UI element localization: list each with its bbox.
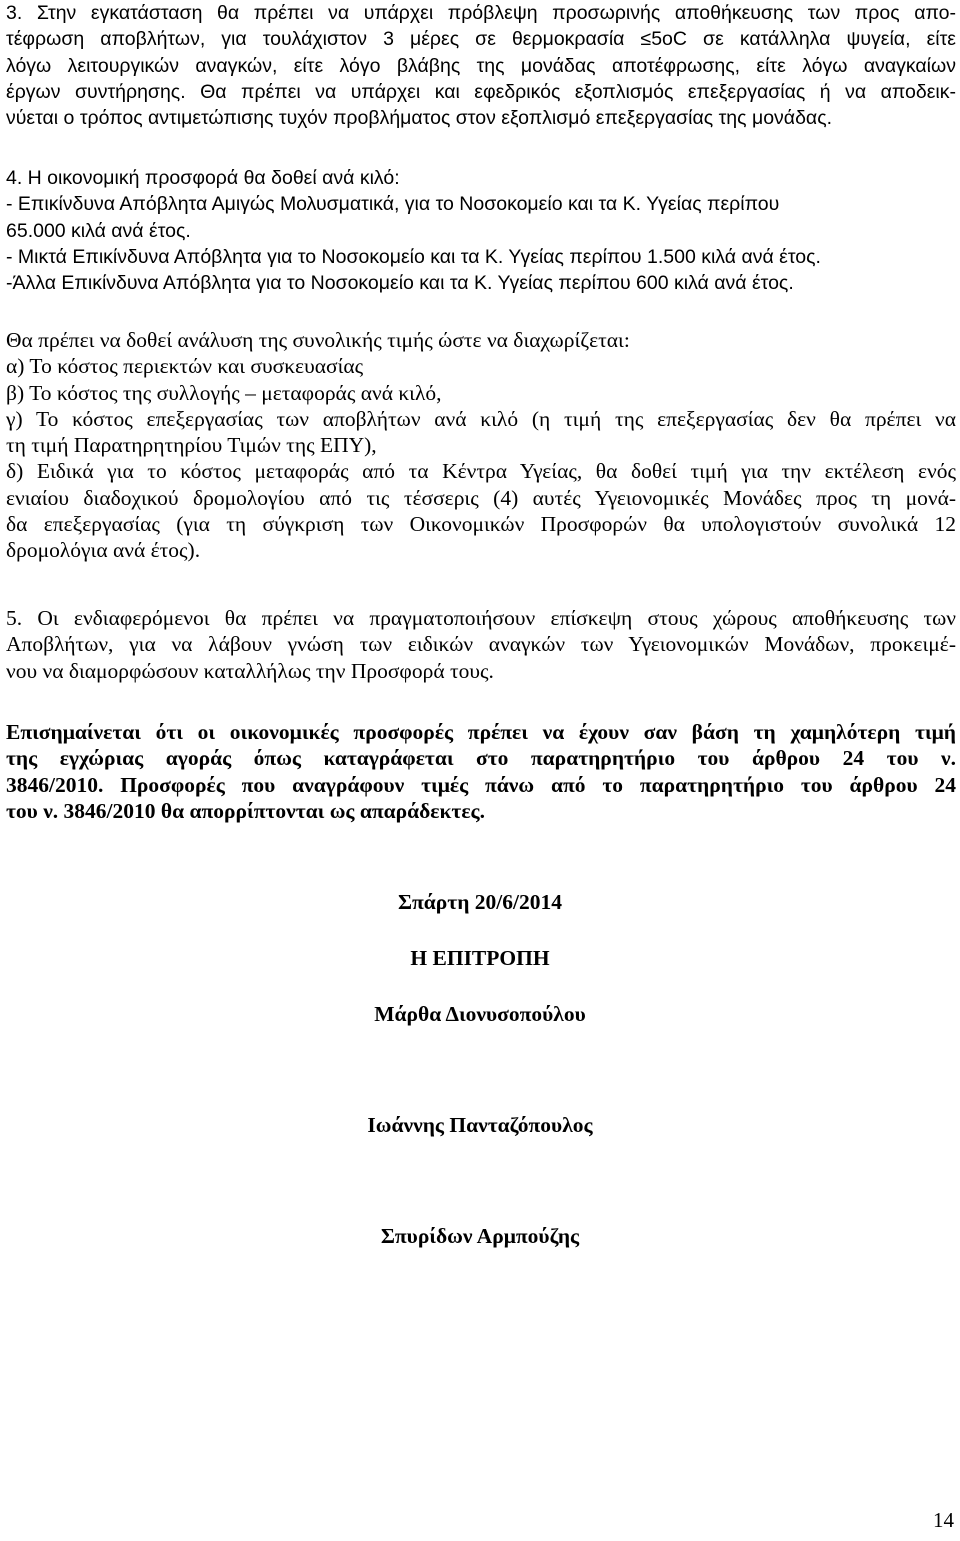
- text-line: - Επικίνδυνα Απόβλητα Αμιγώς Μολυσματικά, για το Νοσοκομείο και τα Κ. Υγείας περίπου: [6, 193, 780, 216]
- text-line: τέφρωση αποβλήτων, για τουλάχιστον 3 μέρες σε θερμοκρασία ≤5oC σε κατάλληλα ψυγεία, είτε: [6, 28, 956, 51]
- page-number: 14: [933, 1508, 954, 1532]
- text-line: έργων συντήρησης. Θα πρέπει να υπάρχει και εφεδρικός εξοπλισμός επεξεργασίας ή να αποδεικ-: [6, 80, 956, 103]
- place-date: Σπάρτη 20/6/2014: [397, 890, 563, 914]
- text-line: -Άλλα Επικίνδυνα Απόβλητα για το Νοσοκομείο και τα Κ. Υγείας περίπου 600 κιλά ανά έτος.: [6, 272, 794, 295]
- paragraph-price-breakdown: [6, 327, 956, 564]
- text-line: δρομολόγια ανά έτος).: [6, 538, 201, 563]
- text-line: β) Το κόστος της συλλογής – μεταφοράς ανά κιλό,: [6, 380, 442, 405]
- text-line: δ) Ειδικά για το κόστος μεταφοράς από τα Κέντρα Υγείας, θα δοθεί τιμή για την εκτέλεση ενός: [6, 459, 956, 484]
- text-line: 3. Στην εγκατάσταση θα πρέπει να υπάρχει πρόβλεψη προσωρινής αποθήκευσης των προς απο-: [6, 2, 956, 24]
- paragraph-item-4: [6, 165, 956, 296]
- text-line: 3846/2010. Προσφορές που αναγράφουν τιμές πάνω από το παρατηρητήριο του άρθρου 24: [6, 772, 956, 797]
- text-line: δα επεξεργασίας (για τη σύγκριση των Οικονομικών Προσφορών θα υπολογιστούν συνολικά 12: [6, 512, 956, 537]
- committee-member-1: Μάρθα Διονυσοπούλου: [374, 1002, 586, 1026]
- text-line: του ν. 3846/2010 θα απορρίπτονται ως απαράδεκτες.: [6, 798, 485, 823]
- text-line: νύεται ο τρόπος αντιμετώπισης τυχόν προβλήματος στον εξοπλισμό επεξεργασίας της μονάδας.: [6, 107, 833, 130]
- paragraph-item-5: [6, 605, 956, 684]
- text-line: Επισημαίνεται ότι οι οικονομικές προσφορές πρέπει να έχουν σαν βάση τη χαμηλότερη τιμή: [6, 720, 956, 744]
- text-line: 4. Η οικονομική προσφορά θα δοθεί ανά κιλό:: [6, 167, 400, 189]
- paragraph-item-3: [6, 0, 956, 131]
- text-line: νου να διαμορφώσουν καταλλήλως την Προσφορά τους.: [6, 658, 494, 683]
- committee-member-2: Ιωάννης Πανταζόπουλος: [367, 1113, 593, 1137]
- text-line: - Μικτά Επικίνδυνα Απόβλητα για το Νοσοκομείο και τα Κ. Υγείας περίπου 1.500 κιλά ανά έτος.: [6, 245, 821, 268]
- text-line: 65.000 κιλά ανά έτος.: [6, 219, 191, 242]
- text-line: Θα πρέπει να δοθεί ανάλυση της συνολικής τιμής ώστε να διαχωρίζεται:: [6, 328, 630, 352]
- text-line: γ) Το κόστος επεξεργασίας των αποβλήτων ανά κιλό (η τιμή της επεξεργασίας δεν θα πρέπει να: [6, 406, 956, 431]
- text-line: τη τιμή Παρατηρητηρίου Τιμών της ΕΠΥ),: [6, 433, 377, 458]
- text-line: λόγω λειτουργικών αναγκών, είτε λόγο βλάβης της μονάδας αποτέφρωσης, είτε λόγω αναγκαίων: [6, 54, 956, 77]
- text-line: της εγχώριας αγοράς όπως καταγράφεται στο παρατηρητήριο του άρθρου 24 του ν.: [6, 746, 956, 771]
- text-line: α) Το κόστος περιεκτών και συσκευασίας: [6, 354, 364, 379]
- text-line: ενιαίου διαδοχικού δρομολογίου από τις τέσσερις (4) αυτές Υγειονομικές Μονάδες προς τη μονά-: [6, 485, 956, 510]
- text-line: Αποβλήτων, για να λάβουν γνώση των ειδικών αναγκών των Υγειονομικών Μονάδων, προκειμέ-: [6, 632, 956, 657]
- text-line: 5. Οι ενδιαφερόμενοι θα πρέπει να πραγματοποιήσουν επίσκεψη στους χώρους αποθήκευσης των: [6, 606, 956, 630]
- paragraph-notice: [6, 719, 956, 824]
- committee-member-3: Σπυρίδων Αρμπούζης: [380, 1224, 580, 1248]
- committee-heading: Η ΕΠΙΤΡΟΠΗ: [410, 946, 550, 970]
